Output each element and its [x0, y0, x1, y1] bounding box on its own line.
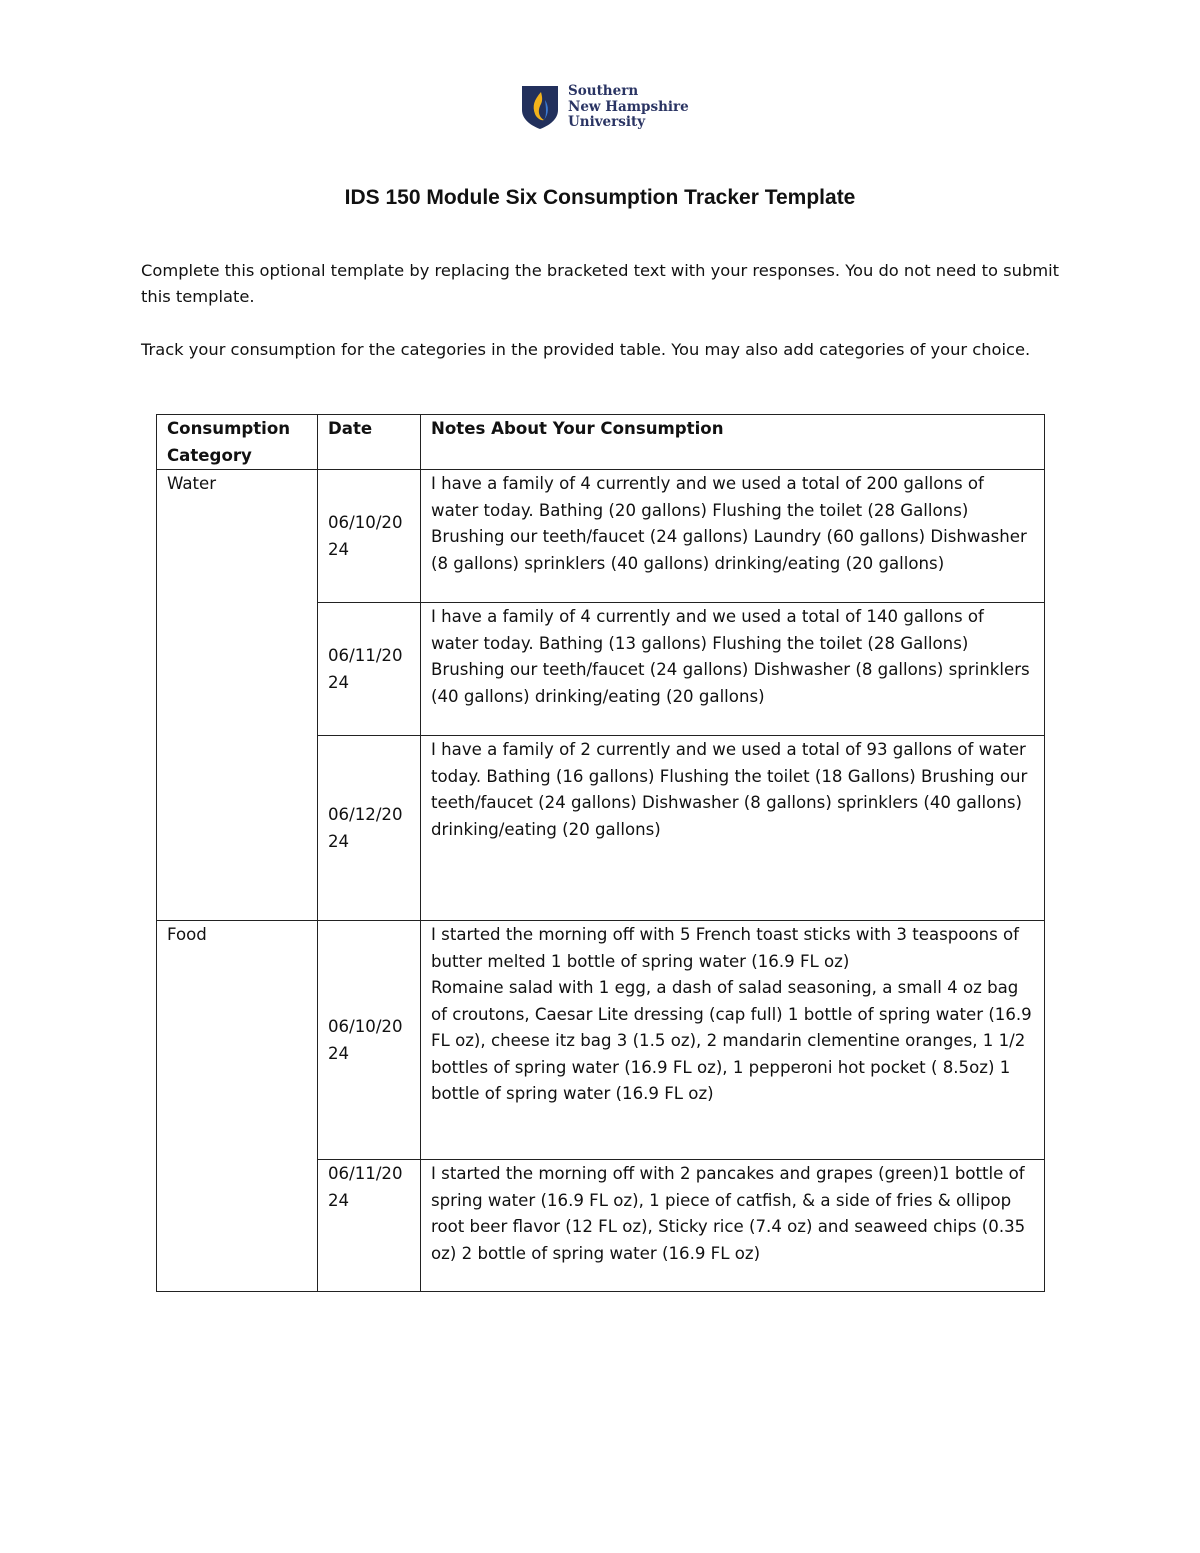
- table-row: [157, 921, 1045, 1160]
- header-category: Consumption Category: [157, 415, 318, 470]
- date-value: 06/12/2024: [328, 805, 403, 851]
- date-cell: [318, 921, 421, 1160]
- date-value: 06/11/2024: [328, 1164, 403, 1210]
- date-cell: [318, 603, 421, 736]
- logo-line-2: New Hampshire: [568, 98, 689, 115]
- date-cell: [318, 1160, 421, 1292]
- consumption-table: [156, 414, 1045, 1292]
- instruction-paragraph-1: Complete this optional template by replacing the bracketed text with your responses. You do not need to submit this template.: [141, 261, 1060, 306]
- header-notes: Notes About Your Consumption: [421, 415, 1045, 470]
- notes-line: Romaine salad with 1 egg, a dash of salad seasoning, a small 4 oz bag of croutons, Caesar Lite dressing (cap full) 1 bottle of spring water (16.9 FL oz), cheese itz bag 3 (1.5 oz), 2 mandarin clementine oranges, 1 1/2 bottles of spring water (16.9 FL oz), 1 pepperoni hot pocket ( 8.5oz) 1 bottle of spring water (16.9 FL oz): [431, 978, 1032, 1103]
- logo-line-1: Southern: [568, 83, 639, 99]
- notes-cell: I have a family of 2 currently and we used a total of 93 gallons of water today. Bathing (16 gallons) Flushing the toilet (18 Gallons) Brushing our teeth/faucet (24 gallons) Dishwasher (8 gallons) sprinklers (40 gallons) drinking/eating (20 gallons): [421, 736, 1045, 921]
- notes-cell: I have a family of 4 currently and we used a total of 200 gallons of water today. Bathing (20 gallons) Flushing the toilet (28 Gallons) Brushing our teeth/faucet (24 gallons) Laundry (60 gallons) Dishwasher (8 gallons) sprinklers (40 gallons) drinking/eating (20 gallons): [421, 470, 1045, 603]
- page-title: IDS 150 Module Six Consumption Tracker Template: [344, 186, 856, 209]
- category-water: Water: [157, 470, 318, 921]
- notes-cell: [421, 921, 1045, 1160]
- notes-cell: I have a family of 4 currently and we used a total of 140 gallons of water today. Bathing (13 gallons) Flushing the toilet (28 Gallons) Brushing our teeth/faucet (24 gallons) Dishwasher (8 gallons) sprinklers (40 gallons) drinking/eating (20 gallons): [421, 603, 1045, 736]
- date-cell: [318, 470, 421, 603]
- date-value: 06/11/2024: [328, 646, 403, 692]
- flame-shield-icon: [520, 84, 560, 130]
- header-date: Date: [318, 415, 421, 470]
- university-logo: [520, 84, 689, 131]
- notes-line: I started the morning off with 5 French toast sticks with 3 teaspoons of butter melted 1 bottle of spring water (16.9 FL oz): [431, 925, 1020, 971]
- logo-line-3: University: [568, 114, 646, 130]
- date-value: 06/10/2024: [328, 1017, 403, 1063]
- instruction-paragraph-2: Track your consumption for the categories in the provided table. You may also add categories of your choice.: [141, 340, 1031, 359]
- table-header-row: [157, 415, 1045, 470]
- category-food: Food: [157, 921, 318, 1292]
- date-cell: [318, 736, 421, 921]
- table-row: [157, 470, 1045, 603]
- date-value: 06/10/2024: [328, 513, 403, 559]
- notes-cell: I started the morning off with 2 pancakes and grapes (green)1 bottle of spring water (16.9 FL oz), 1 piece of catfish, & a side of fries & ollipop root beer flavor (12 FL oz), Sticky rice (7.4 oz) and seaweed chips (0.35 oz) 2 bottle of spring water (16.9 FL oz): [421, 1160, 1045, 1292]
